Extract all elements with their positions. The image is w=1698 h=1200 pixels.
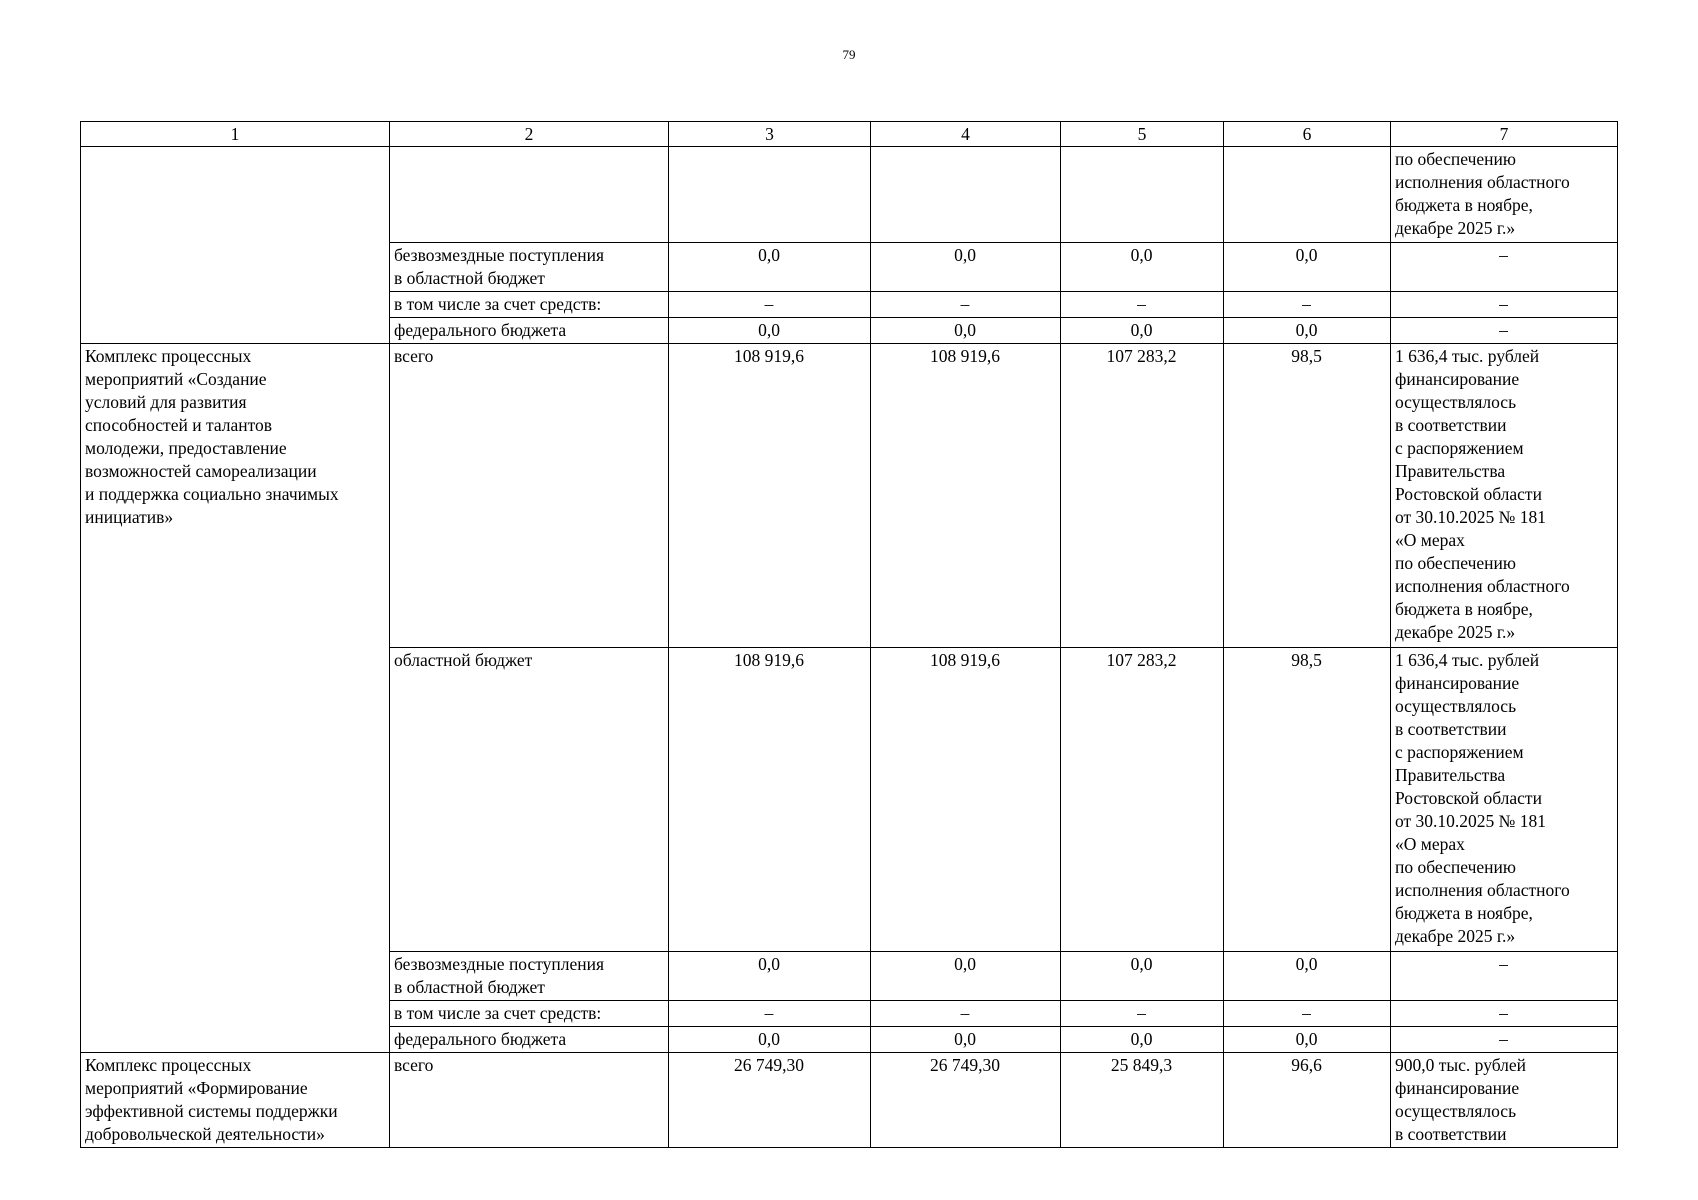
planned-cell: 0,0: [669, 318, 871, 344]
planned-cell: [669, 147, 871, 243]
planned-cell: 108 919,6: [669, 344, 871, 648]
source-cell: федерального бюджета: [390, 1027, 669, 1053]
note-cell: –: [1391, 952, 1618, 1001]
percent-cell: 0,0: [1224, 318, 1391, 344]
adjusted-cell: 0,0: [871, 952, 1061, 1001]
table-row: [81, 344, 1618, 648]
adjusted-cell: 108 919,6: [871, 344, 1061, 648]
header-cell-6: 6: [1224, 122, 1391, 147]
actual-cell: [1061, 147, 1224, 243]
header-cell-2: 2: [390, 122, 669, 147]
note-cell: по обеспечению исполнения областного бюджета в ноябре, декабре 2025 г.»: [1391, 147, 1618, 243]
planned-cell: 0,0: [669, 1027, 871, 1053]
percent-cell: 98,5: [1224, 344, 1391, 648]
note-cell: –: [1391, 1027, 1618, 1053]
percent-cell: 0,0: [1224, 243, 1391, 292]
planned-cell: –: [669, 1001, 871, 1027]
planned-cell: 108 919,6: [669, 648, 871, 952]
source-cell: федерального бюджета: [390, 318, 669, 344]
header-cell-5: 5: [1061, 122, 1224, 147]
header-cell-1: 1: [81, 122, 390, 147]
actual-cell: 107 283,2: [1061, 648, 1224, 952]
header-cell-4: 4: [871, 122, 1061, 147]
percent-cell: –: [1224, 292, 1391, 318]
header-row: [81, 122, 1618, 147]
note-cell: 900,0 тыс. рублей финансирование осуществлялось в соответствии: [1391, 1053, 1618, 1148]
percent-cell: [1224, 147, 1391, 243]
adjusted-cell: –: [871, 292, 1061, 318]
page-number: 79: [842, 47, 856, 62]
header-cell-7: 7: [1391, 122, 1618, 147]
actual-cell: 0,0: [1061, 1027, 1224, 1053]
source-cell: [390, 147, 669, 243]
source-cell: всего: [390, 1053, 669, 1148]
adjusted-cell: 0,0: [871, 318, 1061, 344]
percent-cell: 0,0: [1224, 1027, 1391, 1053]
planned-cell: 0,0: [669, 952, 871, 1001]
percent-cell: –: [1224, 1001, 1391, 1027]
actual-cell: 0,0: [1061, 243, 1224, 292]
adjusted-cell: 0,0: [871, 243, 1061, 292]
actual-cell: –: [1061, 292, 1224, 318]
actual-cell: 0,0: [1061, 318, 1224, 344]
source-cell: в том числе за счет средств:: [390, 292, 669, 318]
program-name-cell: Комплекс процессных мероприятий «Создание условий для развития способностей и талантов молодежи, предоставление возможностей самореализации и поддержка социально значимых инициатив»: [81, 344, 390, 1053]
note-cell: –: [1391, 243, 1618, 292]
planned-cell: 0,0: [669, 243, 871, 292]
percent-cell: 96,6: [1224, 1053, 1391, 1148]
actual-cell: 25 849,3: [1061, 1053, 1224, 1148]
actual-cell: –: [1061, 1001, 1224, 1027]
program-name-cell: [81, 147, 390, 344]
source-cell: всего: [390, 344, 669, 648]
percent-cell: 98,5: [1224, 648, 1391, 952]
adjusted-cell: 108 919,6: [871, 648, 1061, 952]
note-cell: 1 636,4 тыс. рублей финансирование осуществлялось в соответствии с распоряжением Правительства Ростовской области от 30.10.2025 № 181 «О мерах по обеспечению исполнения областного бюджета в ноябре, декабре 2025 г.»: [1391, 344, 1618, 648]
percent-cell: 0,0: [1224, 952, 1391, 1001]
program-name-cell: Комплекс процессных мероприятий «Формирование эффективной системы поддержки добровольческой деятельности»: [81, 1053, 390, 1148]
planned-cell: 26 749,30: [669, 1053, 871, 1148]
table-row: [81, 1053, 1618, 1148]
table-row: [81, 147, 1618, 243]
note-cell: –: [1391, 318, 1618, 344]
note-cell: –: [1391, 292, 1618, 318]
source-cell: в том числе за счет средств:: [390, 1001, 669, 1027]
note-cell: 1 636,4 тыс. рублей финансирование осуществлялось в соответствии с распоряжением Правительства Ростовской области от 30.10.2025 № 181 «О мерах по обеспечению исполнения областного бюджета в ноябре, декабре 2025 г.»: [1391, 648, 1618, 952]
note-cell: –: [1391, 1001, 1618, 1027]
source-cell: безвозмездные поступления в областной бюджет: [390, 952, 669, 1001]
source-cell: областной бюджет: [390, 648, 669, 952]
adjusted-cell: [871, 147, 1061, 243]
adjusted-cell: 26 749,30: [871, 1053, 1061, 1148]
source-cell: безвозмездные поступления в областной бюджет: [390, 243, 669, 292]
actual-cell: 0,0: [1061, 952, 1224, 1001]
header-cell-3: 3: [669, 122, 871, 147]
actual-cell: 107 283,2: [1061, 344, 1224, 648]
adjusted-cell: 0,0: [871, 1027, 1061, 1053]
report-table: [80, 121, 1618, 1148]
planned-cell: –: [669, 292, 871, 318]
adjusted-cell: –: [871, 1001, 1061, 1027]
